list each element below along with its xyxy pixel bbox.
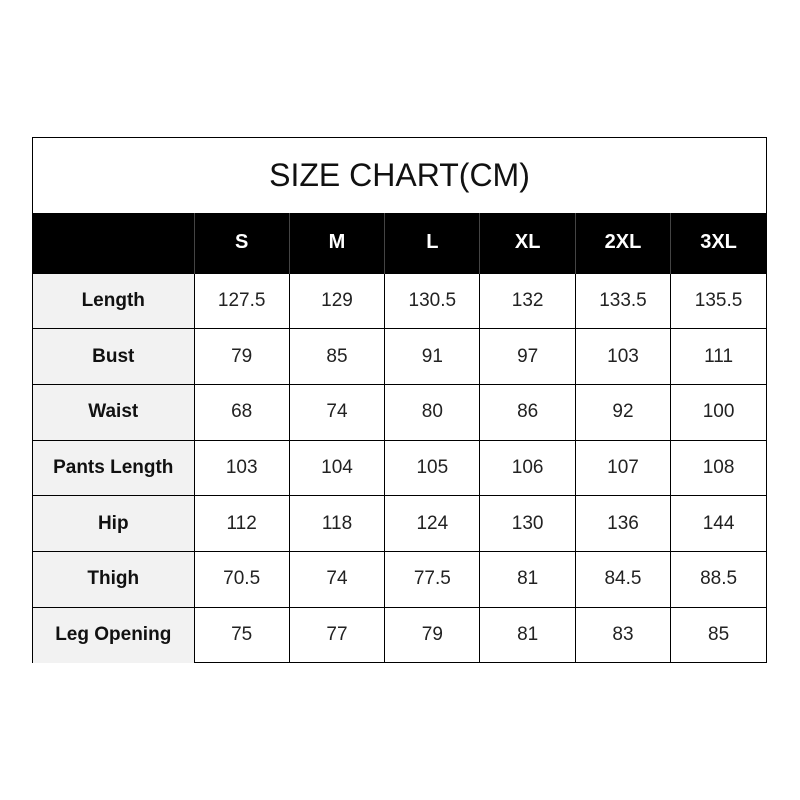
- measurement-cell: 133.5: [575, 273, 670, 329]
- table-row: [33, 551, 766, 607]
- size-header-xl: XL: [480, 213, 575, 273]
- measurement-cell: 103: [575, 329, 670, 385]
- size-chart-title: SIZE CHART(CM): [269, 157, 530, 193]
- measurement-cell: 107: [575, 440, 670, 496]
- measurement-cell: 83: [575, 607, 670, 663]
- table-row: [33, 607, 766, 663]
- table-row: [33, 440, 766, 496]
- row-label: Thigh: [33, 551, 194, 607]
- measurement-cell: 92: [575, 384, 670, 440]
- table-row: [33, 329, 766, 385]
- measurement-cell: 108: [671, 440, 766, 496]
- measurement-cell: 79: [385, 607, 480, 663]
- measurement-cell: 77.5: [385, 551, 480, 607]
- measurement-cell: 136: [575, 496, 670, 552]
- measurement-cell: 79: [194, 329, 289, 385]
- measurement-cell: 86: [480, 384, 575, 440]
- table-row: [33, 384, 766, 440]
- measurement-cell: 74: [289, 384, 384, 440]
- measurement-cell: 144: [671, 496, 766, 552]
- measurement-cell: 85: [289, 329, 384, 385]
- measurement-cell: 84.5: [575, 551, 670, 607]
- measurement-cell: 97: [480, 329, 575, 385]
- size-header-l: L: [385, 213, 480, 273]
- row-label: Length: [33, 273, 194, 329]
- size-header-m: M: [289, 213, 384, 273]
- row-label: Leg Opening: [33, 607, 194, 663]
- measurement-cell: 103: [194, 440, 289, 496]
- measurement-cell: 81: [480, 551, 575, 607]
- table-row: [33, 273, 766, 329]
- measurement-cell: 118: [289, 496, 384, 552]
- measurement-cell: 127.5: [194, 273, 289, 329]
- measurement-cell: 130: [480, 496, 575, 552]
- measurement-cell: 77: [289, 607, 384, 663]
- measurement-cell: 135.5: [671, 273, 766, 329]
- measurement-cell: 111: [671, 329, 766, 385]
- measurement-cell: 75: [194, 607, 289, 663]
- measurement-cell: 81: [480, 607, 575, 663]
- measurement-cell: 80: [385, 384, 480, 440]
- size-header-2xl: 2XL: [575, 213, 670, 273]
- measurement-cell: 112: [194, 496, 289, 552]
- measurement-cell: 104: [289, 440, 384, 496]
- measurement-cell: 88.5: [671, 551, 766, 607]
- row-label: Waist: [33, 384, 194, 440]
- size-header-3xl: 3XL: [671, 213, 766, 273]
- measurement-cell: 70.5: [194, 551, 289, 607]
- measurement-cell: 129: [289, 273, 384, 329]
- measurement-cell: 85: [671, 607, 766, 663]
- measurement-cell: 68: [194, 384, 289, 440]
- row-label: Pants Length: [33, 440, 194, 496]
- measurement-cell: 124: [385, 496, 480, 552]
- row-label: Hip: [33, 496, 194, 552]
- size-chart: [32, 137, 767, 663]
- row-label: Bust: [33, 329, 194, 385]
- measurement-cell: 106: [480, 440, 575, 496]
- measurement-cell: 74: [289, 551, 384, 607]
- measurement-cell: 91: [385, 329, 480, 385]
- corner-header-cell: [33, 213, 194, 273]
- table-row: [33, 496, 766, 552]
- size-table: [33, 213, 766, 663]
- measurement-cell: 132: [480, 273, 575, 329]
- size-header-s: S: [194, 213, 289, 273]
- size-header-row: [33, 213, 766, 273]
- measurement-cell: 130.5: [385, 273, 480, 329]
- measurement-cell: 105: [385, 440, 480, 496]
- measurement-cell: 100: [671, 384, 766, 440]
